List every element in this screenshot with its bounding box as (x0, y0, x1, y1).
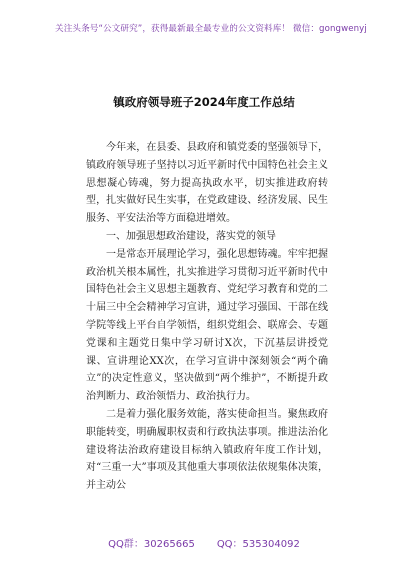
promo-header: 关注头条号“公文研究”，获得最新最全最专业的公文资料库！ 微信：gongwenyj (55, 24, 367, 34)
document-body (86, 139, 328, 495)
qq-label: QQ：535304092 (216, 539, 300, 550)
paragraph-intro: 今年来，在县委、县政府和镇党委的坚强领导下，镇政府领导班子坚持以习近平新时代中国特色社会主义思想凝心铸魂，努力提高执政水平，切实推进政府转型，扎实做好民生实事，在党政建设、经济发展、民生服务、平安法治等方面稳进增效。 (86, 142, 328, 225)
paragraph-service-efficiency: 二是着力强化服务效能，落实使命担当。聚焦政府职能转变，明确履职权责和行政执法事项。推进法治化建设将法治政府建设目标纳入镇政府年度工作计划，对“三重一大”事项及其他重大事项依法依规集体决策，并主动公 (86, 408, 328, 492)
qq-group-label: QQ群：30265665 (108, 539, 195, 550)
document-title: 镇政府领导班子2024年度工作总结 (113, 95, 295, 109)
paragraph-theory-study: 一是常态开展理论学习，强化思想铸魂。牢牢把握政治机关根本属性，扎实推进学习贯彻习近平新时代中国特色社会主义思想主题教育、党纪学习教育和党的二十届三中全会精神学习宣讲，通过学习强国、干部在线学院等线上平台自学领悟，组织党组会、联席会、专题党课和主题党日集中学习研讨X次，下沉基层讲授党课、宣讲理论XX次，在学习宣讲中深刻领会“两个确立”的决定性意义，坚决做到“两个维护”，不断提升政治判断力、政治领悟力、政治执行力。 (86, 248, 328, 403)
contact-footer (0, 535, 408, 550)
section-heading: 一、加强思想政治建设，落实党的领导 (106, 230, 276, 242)
